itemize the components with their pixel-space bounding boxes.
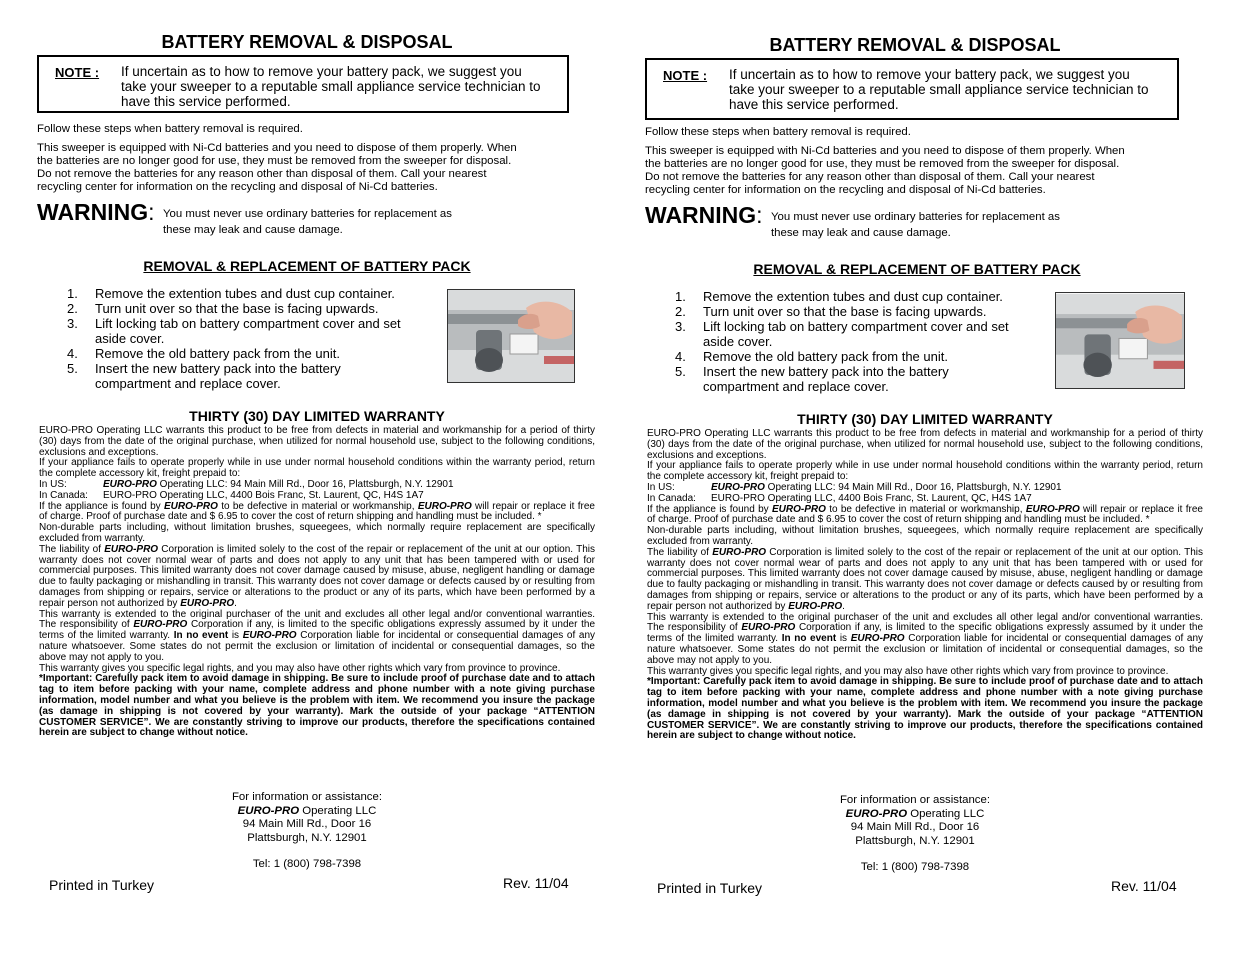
contact-company — [815, 808, 1015, 822]
step-item — [675, 319, 1045, 349]
note-line: have this service performed. — [729, 97, 899, 112]
brand-name: EURO-PRO — [845, 807, 908, 820]
no-event-text: In no event — [173, 630, 229, 642]
warranty-paragraph: Non-durable parts including, without limitation brushes, squeegees, which normally require replacement are specifically excluded from warranty. — [647, 525, 1203, 547]
step-item — [675, 304, 1045, 319]
follow-text: Follow these steps when battery removal is required. — [645, 126, 911, 138]
text-run: Corporation if any, is limited to the specific obligations expressly assumed by it under the terms of the limited warranty. — [39, 619, 596, 642]
brand-name: EURO-PRO — [417, 500, 472, 512]
warranty-paragraph: EURO-PRO Operating LLC warrants this product to be free from defects in material and workmanship for a period of thirty (30) days from the date of the original purchase, when utilized for normal household use, subject to the following conditions, exclusions and exceptions. — [647, 428, 1203, 461]
step-number: 5. — [675, 364, 686, 379]
contact-address-line: 94 Main Mill Rd., Door 16 — [242, 818, 372, 830]
brand-name: EURO-PRO — [133, 619, 188, 631]
us-address: Operating LLC: 94 Main Mill Rd., Door 16, Plattsburgh, N.Y. 12901 — [156, 478, 454, 490]
note-box — [37, 55, 569, 113]
note-line: have this service performed. — [121, 94, 291, 109]
text-run: will repair or replace it free of charge. Proof of purchase date and $ 6.95 to cover the cost of return shipping and handling must be included. * — [39, 500, 595, 523]
warranty-paragraph: EURO-PRO Operating LLC warrants this product to be free from defects in material and workmanship for a period of thirty (30) days from the date of the original purchase, when utilized for normal household use, subject to the following conditions, exclusions and exceptions. — [39, 425, 595, 458]
brand-name: EURO-PRO — [741, 622, 796, 634]
contact-block — [815, 794, 1015, 875]
contact-address-line: 94 Main Mill Rd., Door 16 — [850, 821, 980, 833]
note-line: take your sweeper to a reputable small appliance service technician to — [121, 79, 541, 94]
step-text-cont: aside cover. — [703, 334, 773, 349]
step-number: 3. — [675, 319, 686, 334]
warranty-paragraph — [39, 502, 595, 524]
text-run: . — [842, 600, 845, 612]
note-box — [645, 58, 1179, 120]
printed-in: Printed in Turkey — [657, 880, 763, 896]
canada-address: EURO-PRO Operating LLC, 4400 Bois Franc, St. Laurent, QC, H4S 1A7 — [711, 492, 1032, 504]
warning-colon: : — [756, 202, 763, 228]
battery-photo — [1055, 292, 1185, 389]
warranty-paragraph — [647, 505, 1203, 527]
step-number: 4. — [675, 349, 686, 364]
step-text: Turn unit over so that the base is facing upwards. — [703, 304, 987, 319]
step-item — [67, 316, 437, 346]
step-text: Insert the new battery pack into the battery — [95, 361, 341, 376]
nicd-line: recycling center for information on the recycling and disposal of Ni-Cd batteries. — [645, 184, 1046, 196]
warranty-heading: THIRTY (30) DAY LIMITED WARRANTY — [797, 411, 1053, 427]
note-text — [121, 64, 566, 109]
step-number: 3. — [67, 316, 78, 331]
warning-line: these may leak and cause damage. — [771, 227, 951, 239]
step-number: 1. — [67, 286, 78, 301]
warranty-paragraph: This warranty gives you specific legal rights, and you may also have other rights which vary from province to province. — [647, 665, 1169, 677]
step-text: Remove the extention tubes and dust cup container. — [703, 289, 1003, 304]
warranty-paragraph — [647, 548, 1203, 613]
brand-name: EURO-PRO — [163, 500, 218, 512]
us-label: In US: — [39, 478, 67, 490]
warning-colon: : — [148, 199, 155, 225]
step-text: Lift locking tab on battery compartment cover and set — [95, 316, 401, 331]
brand-name: EURO-PRO — [712, 546, 767, 558]
page-title: BATTERY REMOVAL & DISPOSAL — [769, 35, 1061, 55]
nicd-line: the batteries are no longer good for use, they must be removed from the sweeper for disposal. — [645, 158, 1120, 170]
nicd-paragraph — [37, 142, 577, 194]
step-text: Turn unit over so that the base is facing upwards. — [95, 301, 379, 316]
brand-name: EURO-PRO — [1025, 503, 1080, 515]
removal-steps — [675, 289, 1045, 394]
brand-name: EURO-PRO — [180, 597, 235, 609]
important-notice: *Important: Carefully pack item to avoid damage in shipping. Be sure to include proof of purchase date and to attach tag to item before packing with your name, complete address and phone number with a note giving purchase information, model number and what you believe is the problem with item. We recommend you insure the package (as damage in shipping is not covered by your warranty). Mark the outside of your package “ATTENTION CUSTOMER SERVICE”. We are constantly striving to improve our products, therefore the specifications contained herein are subject to change without notice. — [39, 673, 595, 739]
contact-address-line: Plattsburgh, N.Y. 12901 — [247, 831, 367, 844]
warning-line: You must never use ordinary batteries for replacement as — [163, 208, 452, 220]
text-run: Corporation is limited solely to the cost of the repair or replacement of the unit at our option. This warranty does not cover normal wear of parts and does not apply to any unit that has been tampered with or used for commercial purposes. This limited warranty does not cover damage caused by misuse, abuse, negligent handling or damage due to faulty packaging or mishandling in transit. This warranty does not cover damage or defects caused by or resulting from damages from shipping or repairs, service or alterations to the product or any of its parts, which have been performed by a repair person not authorized by — [647, 546, 1203, 612]
note-line: If uncertain as to how to remove your battery pack, we suggest you — [729, 67, 1130, 82]
warning-line: these may leak and cause damage. — [163, 224, 343, 236]
text-run: is — [836, 633, 851, 645]
brand-name: EURO-PRO — [242, 630, 297, 642]
step-text-cont: compartment and replace cover. — [703, 379, 889, 394]
step-text-cont: aside cover. — [95, 331, 165, 346]
step-number: 1. — [675, 289, 686, 304]
us-label: In US: — [647, 481, 675, 493]
text-run: This warranty is extended to the original purchaser of the unit and excludes all other legal and/or conventional warranties. The responsibility of — [39, 608, 595, 631]
step-text: Lift locking tab on battery compartment cover and set — [703, 319, 1009, 334]
warranty-paragraph: Non-durable parts including, without limitation brushes, squeegees, which normally require replacement are specifically excluded from warranty. — [39, 522, 595, 544]
removal-heading: REMOVAL & REPLACEMENT OF BATTERY PACK — [753, 261, 1081, 277]
step-item — [675, 364, 1045, 394]
company-suffix: Operating LLC — [907, 807, 985, 820]
warning-word: WARNING — [645, 202, 757, 228]
nicd-line: This sweeper is equipped with Ni-Cd batteries and you need to dispose of them properly. When — [645, 145, 1125, 157]
contact-company — [207, 805, 407, 819]
step-item — [67, 301, 437, 316]
company-suffix: Operating LLC — [299, 804, 377, 817]
step-item — [67, 286, 437, 301]
warning-word: WARNING — [37, 199, 149, 225]
text-run: Corporation if any, is limited to the specific obligations expressly assumed by it under the terms of the limited warranty. — [647, 622, 1204, 645]
warning-heading — [645, 202, 763, 229]
text-run: Corporation liable for incidental or consequential damages of any nature whatsoever. Some states do not permit the exclusion or limitation of incidental or consequential damages, so the above may not apply to you. — [39, 630, 596, 663]
battery-photo-illustration — [448, 290, 575, 383]
note-label: NOTE : — [663, 68, 708, 83]
follow-text: Follow these steps when battery removal is required. — [37, 123, 303, 135]
warranty-text — [39, 426, 595, 739]
step-text: Remove the extention tubes and dust cup container. — [95, 286, 395, 301]
no-event-text: In no event — [781, 633, 837, 645]
warning-text — [771, 209, 1131, 241]
contact-phone: Tel: 1 (800) 798-7398 — [252, 858, 362, 870]
contact-block — [207, 791, 407, 872]
step-number: 5. — [67, 361, 78, 376]
text-run: to be defective in material or workmanship, — [217, 500, 418, 512]
step-item — [67, 361, 437, 391]
text-run: If the appliance is found by — [39, 500, 164, 512]
warning-text — [163, 206, 523, 238]
step-number: 4. — [67, 346, 78, 361]
nicd-line: This sweeper is equipped with Ni-Cd batteries and you need to dispose of them properly. When — [37, 142, 517, 154]
contact-intro: For information or assistance: — [231, 791, 383, 803]
step-number: 2. — [675, 304, 686, 319]
revision: Rev. 11/04 — [1111, 878, 1177, 894]
brand-name: EURO-PRO — [237, 804, 300, 817]
warranty-paragraph: If your appliance fails to operate properly while in use under normal household conditions within the warranty period, return the complete accessory kit, freight prepaid to: — [647, 460, 1203, 483]
us-address: Operating LLC: 94 Main Mill Rd., Door 16, Plattsburgh, N.Y. 12901 — [764, 481, 1062, 493]
contact-spacer — [207, 845, 407, 858]
brand-name: EURO-PRO — [850, 633, 905, 645]
canada-label: In Canada: — [39, 489, 88, 501]
note-label: NOTE : — [55, 65, 100, 80]
text-run: Corporation liable for incidental or consequential damages of any nature whatsoever. Some states do not permit the exclusion or limitation of incidental or consequential damages, so the above may not apply to you. — [647, 633, 1204, 666]
text-run: The liability of — [39, 543, 105, 555]
removal-heading: REMOVAL & REPLACEMENT OF BATTERY PACK — [143, 258, 471, 274]
brand-name: EURO-PRO — [104, 543, 159, 555]
contact-spacer — [815, 848, 1015, 861]
step-text: Insert the new battery pack into the battery — [703, 364, 949, 379]
text-run: The liability of — [647, 546, 713, 558]
nicd-paragraph — [645, 145, 1185, 197]
warning-heading — [37, 199, 155, 226]
warranty-paragraph — [39, 610, 595, 664]
step-item — [67, 346, 437, 361]
battery-photo-illustration — [1056, 293, 1185, 389]
nicd-line: Do not remove the batteries for any reason other than disposal of them. Call your nearest — [645, 171, 1095, 183]
brand-name: EURO-PRO — [711, 481, 765, 493]
nicd-line: the batteries are no longer good for use, they must be removed from the sweeper for disposal. — [37, 155, 512, 167]
battery-photo — [447, 289, 575, 383]
text-run: If the appliance is found by — [647, 503, 772, 515]
page-title: BATTERY REMOVAL & DISPOSAL — [161, 32, 453, 52]
text-run: Corporation is limited solely to the cost of the repair or replacement of the unit at our option. This warranty does not cover normal wear of parts and does not apply to any unit that has been tampered with or used for commercial purposes. This limited warranty does not cover damage caused by misuse, abuse, negligent handling or damage due to faulty packaging or mishandling in transit. This warranty does not cover damage or defects caused by or resulting from damages from shipping or repairs, service or alterations to the product or any of its parts, which have been performed by a repair person not authorized by — [39, 543, 595, 609]
step-item — [675, 349, 1045, 364]
step-item — [675, 289, 1045, 304]
note-text — [729, 67, 1174, 112]
text-run: . — [234, 597, 237, 609]
removal-steps — [67, 286, 437, 391]
text-run: to be defective in material or workmanship, — [825, 503, 1026, 515]
warranty-paragraph — [39, 545, 595, 610]
canada-address: EURO-PRO Operating LLC, 4400 Bois Franc, St. Laurent, QC, H4S 1A7 — [103, 489, 424, 501]
warranty-heading: THIRTY (30) DAY LIMITED WARRANTY — [189, 408, 445, 424]
contact-intro: For information or assistance: — [839, 794, 991, 806]
step-text: Remove the old battery pack from the unit. — [95, 346, 340, 361]
revision: Rev. 11/04 — [503, 875, 569, 891]
warranty-paragraph: This warranty gives you specific legal rights, and you may also have other rights which vary from province to province. — [39, 662, 561, 674]
brand-name: EURO-PRO — [788, 600, 843, 612]
printed-in: Printed in Turkey — [49, 877, 155, 893]
text-run: This warranty is extended to the original purchaser of the unit and excludes all other legal and/or conventional warranties. The responsibility of — [647, 611, 1203, 634]
brand-name: EURO-PRO — [103, 478, 157, 490]
warranty-paragraph: If your appliance fails to operate properly while in use under normal household conditions within the warranty period, return the complete accessory kit, freight prepaid to: — [39, 457, 595, 480]
text-run: is — [228, 630, 243, 642]
important-notice: *Important: Carefully pack item to avoid damage in shipping. Be sure to include proof of purchase date and to attach tag to item before packing with your name, complete address and phone number with a note giving purchase information, model number and what you believe is the problem with item. We recommend you insure the package (as damage in shipping is not covered by your warranty). Mark the outside of your package “ATTENTION CUSTOMER SERVICE”. We are constantly striving to improve our products, therefore the specifications contained herein are subject to change without notice. — [647, 676, 1203, 742]
warranty-text — [647, 429, 1203, 742]
warranty-paragraph — [647, 613, 1203, 667]
contact-phone: Tel: 1 (800) 798-7398 — [860, 861, 970, 873]
contact-address-line: Plattsburgh, N.Y. 12901 — [855, 834, 975, 847]
step-text: Remove the old battery pack from the unit. — [703, 349, 948, 364]
step-text-cont: compartment and replace cover. — [95, 376, 281, 391]
canada-label: In Canada: — [647, 492, 696, 504]
step-number: 2. — [67, 301, 78, 316]
nicd-line: recycling center for information on the recycling and disposal of Ni-Cd batteries. — [37, 181, 438, 193]
note-line: If uncertain as to how to remove your battery pack, we suggest you — [121, 64, 522, 79]
text-run: will repair or replace it free of charge. Proof of purchase date and $ 6.95 to cover the cost of return shipping and handling must be included. * — [647, 503, 1203, 526]
nicd-line: Do not remove the batteries for any reason other than disposal of them. Call your nearest — [37, 168, 487, 180]
note-line: take your sweeper to a reputable small appliance service technician to — [729, 82, 1149, 97]
brand-name: EURO-PRO — [771, 503, 826, 515]
warning-line: You must never use ordinary batteries for replacement as — [771, 211, 1060, 223]
